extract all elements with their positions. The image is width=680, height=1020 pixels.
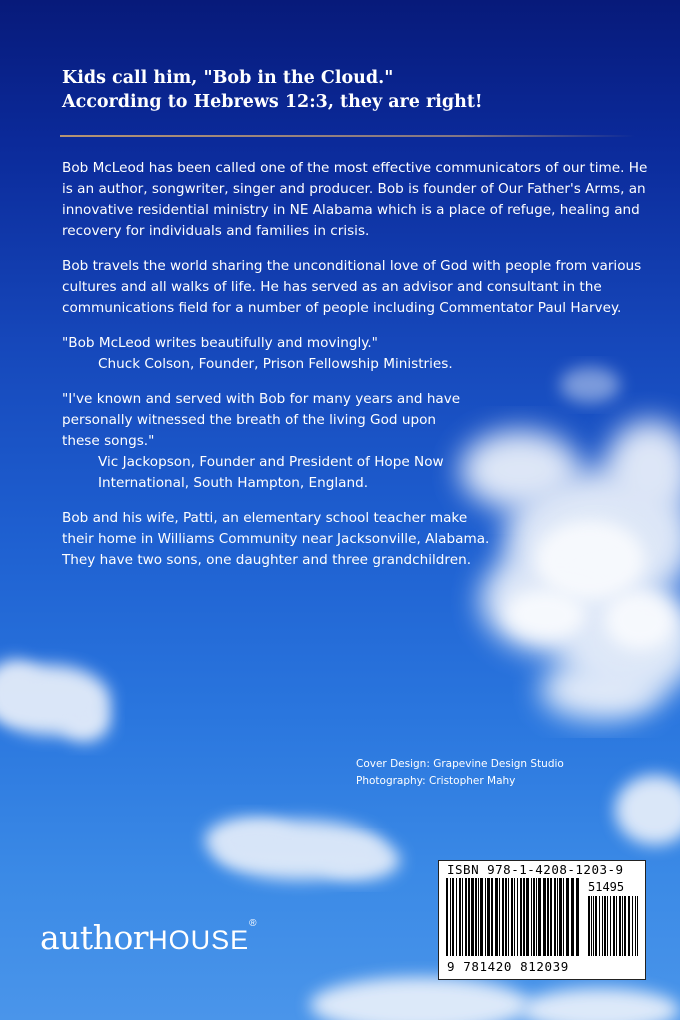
barcode-bar [563, 878, 564, 956]
barcode-bar [533, 878, 535, 956]
barcode-bar [543, 878, 546, 956]
barcode-bar [471, 878, 474, 956]
barcode-bar [531, 878, 532, 956]
barcode-bar [566, 878, 569, 956]
barcode-bar [547, 878, 549, 956]
barcode-addon-bar [622, 896, 623, 956]
barcode-addon-bar [588, 896, 590, 956]
barcode-addon-bar [619, 896, 621, 956]
barcode-bar [462, 878, 463, 956]
barcode-addon-bar [602, 896, 603, 956]
barcode-bar [487, 878, 490, 956]
barcode-addon-bar [624, 896, 626, 956]
barcode-addon-bar [607, 896, 608, 956]
bio-paragraph-2: Bob travels the world sharing the unconditional love of God with people from various cultures and all walks of life. He has served as an advisor and consultant in the communications field for a number of people including Commentator Paul Harvey. [62, 258, 642, 316]
endorsement-quote-1: "Bob McLeod writes beautifully and movingly." [62, 335, 378, 351]
barcode-bar [446, 878, 448, 956]
barcode-bar [475, 878, 477, 956]
barcode-bar [505, 878, 507, 956]
barcode-addon-bar [604, 896, 606, 956]
barcode-bar [517, 878, 518, 956]
publisher-logo [40, 918, 256, 957]
price-code: 51495 [588, 880, 625, 894]
tagline [62, 66, 622, 114]
barcode-bar [478, 878, 479, 956]
barcode-addon-bar [637, 896, 638, 956]
endorsement-quote-2: "I've known and served with Bob for many years and have personally witnessed the breath of the living God upon these songs." [62, 391, 461, 449]
barcode-addon-bar [591, 896, 592, 956]
barcode-bar [538, 878, 541, 956]
cover-design-credit: Cover Design: Grapevine Design Studio [356, 758, 564, 770]
divider-rule [60, 135, 635, 137]
barcode-bar [456, 878, 457, 956]
barcode-bar [499, 878, 500, 956]
barcode-bar [557, 878, 558, 956]
barcode-addon-bar [632, 896, 633, 956]
endorsement-attribution-2: Vic Jackopson, Founder and President of Hope Now International, South Hampton, England. [98, 454, 444, 491]
barcode-bar [485, 878, 486, 956]
registered-mark: ® [249, 918, 256, 929]
cloud-left [0, 660, 110, 742]
barcode-bar [526, 878, 529, 956]
barcode-bar [502, 878, 504, 956]
publisher-logo-part1: author [40, 918, 149, 957]
barcode-addon-bar [593, 896, 594, 956]
barcode-bar [452, 878, 454, 956]
barcode-bar [491, 878, 493, 956]
barcode-addon-bar [635, 896, 636, 956]
barcode-addon-bar [616, 896, 617, 956]
tagline-line-1: Kids call him, "Bob in the Cloud." [62, 68, 394, 88]
bio-paragraph-1: Bob McLeod has been called one of the most effective communicators of our time. He is an author, songwriter, singer and producer. Bob is founder of Our Father's Arms, an innovative residential ministry in NE Alabama which is a place of refuge, healing and recovery for individuals and families in crisis. [62, 160, 648, 239]
barcode-bar [536, 878, 537, 956]
barcode-addon-bar [599, 896, 600, 956]
barcode-addon-bar [628, 896, 630, 956]
publisher-logo-part2: HOUSE [148, 925, 250, 955]
barcode-bar [508, 878, 509, 956]
barcode-addon-bar [595, 896, 597, 956]
isbn-label: ISBN 978-1-4208-1203-9 [447, 862, 624, 877]
barcode-bar [468, 878, 470, 956]
tagline-line-2: According to Hebrews 12:3, they are right! [62, 92, 483, 112]
barcode-bar [480, 878, 483, 956]
barcode-addon-bar [613, 896, 615, 956]
barcode-bar [571, 878, 574, 956]
credits [356, 756, 616, 790]
endorsement-attribution-1: Chuck Colson, Founder, Prison Fellowship Ministries. [98, 356, 453, 372]
barcode-bar [495, 878, 498, 956]
barcode-bar [465, 878, 467, 956]
barcode-bar [514, 878, 515, 956]
barcode-bar [523, 878, 525, 956]
cloud-bottom-middle [205, 818, 400, 880]
photography-credit: Photography: Cristopher Mahy [356, 775, 516, 787]
barcode-bar [511, 878, 513, 956]
barcode-bar [554, 878, 556, 956]
barcode-bar [550, 878, 552, 956]
description-text [62, 158, 652, 585]
barcode-addon-bar [610, 896, 611, 956]
barcode-bar [450, 878, 451, 956]
barcode-bar [576, 878, 579, 956]
barcode-digits: 9 781420 812039 [447, 959, 569, 974]
barcode-bar [459, 878, 461, 956]
barcode-bar [559, 878, 562, 956]
barcode-bar [520, 878, 522, 956]
bio-paragraph-3: Bob and his wife, Patti, an elementary school teacher make their home in Williams Community near Jacksonville, Alabama. They have two sons, one daughter and three grandchildren. [62, 510, 490, 568]
